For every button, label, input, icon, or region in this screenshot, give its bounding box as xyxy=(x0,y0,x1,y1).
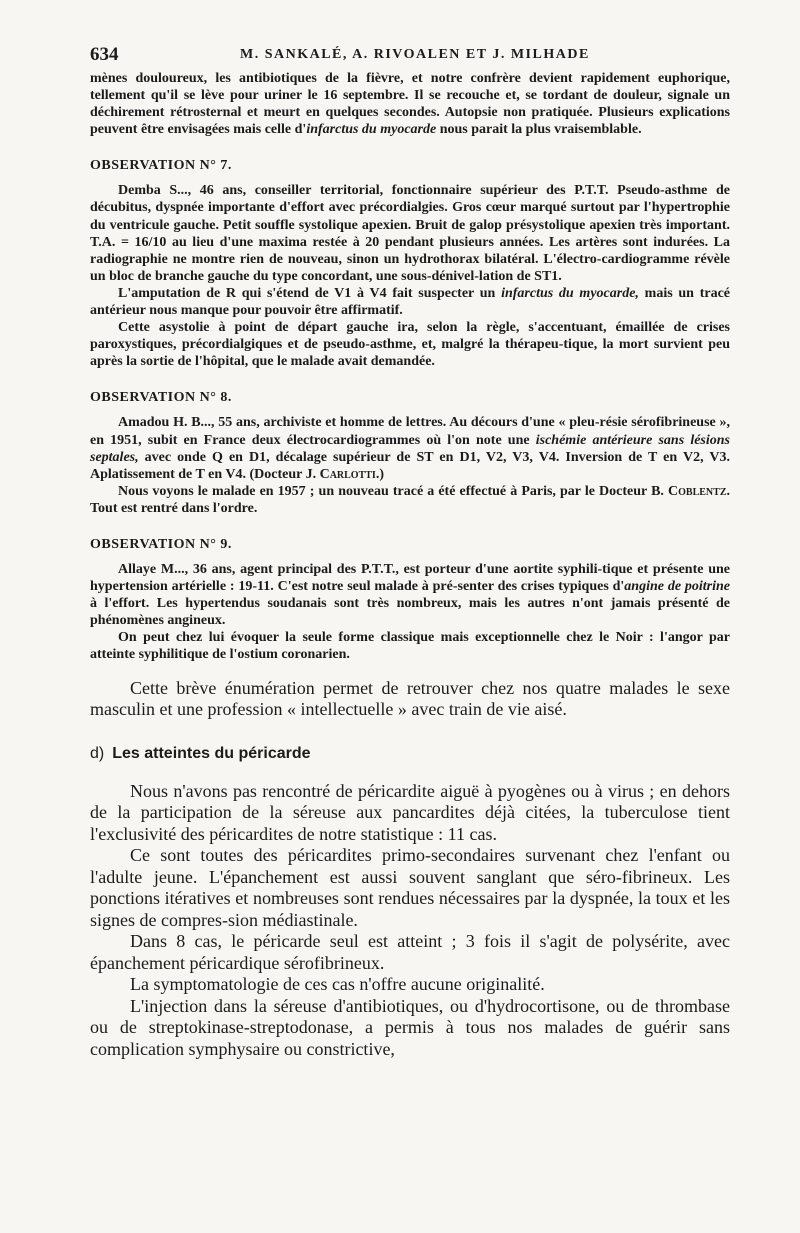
body-paragraph-5: L'injection dans la séreuse d'antibiotiques, ou d'hydrocortisone, ou de thrombase ou de streptokinase-streptodonase, a permis à tous nos malades de guérir sans complication symphysaire ou constrictive, xyxy=(90,995,730,1059)
obs8-p2-text-b: . Tout est rentré dans l'ordre. xyxy=(90,483,730,516)
page-number: 634 xyxy=(90,44,119,65)
obs7-p2-text-a: L'amputation de R qui s'étend de V1 à V4 fait suspecter un xyxy=(118,285,502,301)
running-title: M. SANKALÉ, A. RIVOALEN ET J. MILHADE xyxy=(240,47,590,62)
obs9-paragraph-1 xyxy=(90,561,730,629)
section-body xyxy=(90,781,730,1061)
observation-9-heading: OBSERVATION N° 9. xyxy=(90,536,232,552)
obs7-p2-text-b: mais un tracé antérieur nous manque pour pouvoir être affirmatif. xyxy=(90,285,730,319)
section-heading xyxy=(90,745,730,763)
observation-8-heading: OBSERVATION N° 8. xyxy=(90,390,232,406)
obs8-paragraph-2 xyxy=(90,483,730,517)
obs7-p2-emphasis: infarctus du myocarde, xyxy=(501,285,639,301)
obs9-paragraph-2: On peut chez lui évoquer la seule forme classique mais exceptionnelle chez le Noir : l'angor par atteinte syphilitique de l'ostium coronarien. xyxy=(90,630,730,663)
intro-text-1: mènes douloureux, les antibiotiques de la fièvre, et notre confrère devient rapidement euphorique, tellement qu'il se lève pour uriner le 16 septembre. Il se recouche et, se tordant de douleur, signale un déchirement rétrosternal et meurt en quelques secondes. Autopsie non pratiquée. Plusieurs explications peuvent être envisagées mais celle d' xyxy=(90,71,730,138)
body-paragraph-3: Dans 8 cas, le péricarde seul est atteint ; 3 fois il s'agit de polysérite, avec épanchement péricardique sérofibrineux. xyxy=(90,931,730,973)
observation-7 xyxy=(90,182,730,370)
obs9-p1-text-a: Allaye M..., 36 ans, agent principal des P.T.T., est porteur d'une aortite syphili-tique et présente une hypertension artérielle : 19-11. C'est notre seul malade à pré-senter des crises typiques d' xyxy=(90,561,730,595)
observation-9 xyxy=(90,561,730,664)
obs8-p2-text-a: Nous voyons le malade en 1957 ; un nouveau tracé a été effectué à Paris, par le Docteur B. xyxy=(118,483,669,499)
obs9-p1-emphasis: angine de poitrine xyxy=(624,579,730,595)
obs8-p1-text-b: avec onde Q en D1, décalage supérieur de ST en D1, V2, V3, V4. Inversion de T en V2, V3. Aplatissement de T en V4. (Docteur J. xyxy=(90,449,730,482)
obs7-paragraph-2 xyxy=(90,285,730,319)
obs7-paragraph-3: Cette asystolie à point de départ gauche ira, selon la règle, s'accentuant, émaillée de crises paroxystiques, précordialgiques et de pseudo-asthme, et, malgré la thérapeu-tique, la mort survient peu après la sortie de l'hôpital, que le malade avait demandée. xyxy=(90,320,730,370)
summary-text: Cette brève énumération permet de retrouver chez nos quatre malades le sexe masculin et une profession « intellectuelle » avec train de vie aisé. xyxy=(90,677,730,720)
obs8-paragraph-1 xyxy=(90,414,730,482)
page xyxy=(90,44,730,1060)
observation-7-heading: OBSERVATION N° 7. xyxy=(90,158,232,174)
section-title: Les atteintes du péricarde xyxy=(112,744,311,762)
obs8-p1-author: Carlotti xyxy=(319,466,376,482)
intro-text-2: nous parait la plus vraisemblable. xyxy=(436,122,642,138)
summary-paragraph xyxy=(90,678,730,721)
intro-emphasis: infarctus du myocarde xyxy=(306,122,437,138)
body-paragraph-2: Ce sont toutes des péricardites primo-secondaires survenant chez l'enfant ou l'adulte jeune. L'épanchement est aussi souvent sanglant que séro-fibrineux. Les ponctions itératives et nombreuses sont rendues nécessaires par la dyspnée, la toux et les signes de compres-sion médiastinale. xyxy=(90,845,730,930)
section-label: d) xyxy=(90,744,105,762)
body-paragraph-4: La symptomatologie de ces cas n'offre aucune originalité. xyxy=(130,974,545,995)
page-header xyxy=(90,44,730,70)
obs7-paragraph-1: Demba S..., 46 ans, conseiller territorial, fonctionnaire supérieur des P.T.T. Pseudo-asthme de décubitus, dyspnée importante d'effort avec précordialgies. Gros cœur marqué surtout par l'hypertrophie du ventricule gauche. Petit souffle systolique apexien. Bruit de galop présystolique apexien très important. T.A. = 16/10 au lieu d'une maxima restée à 20 pendant plusieurs années. Les artères sont indurées. La radiographie ne montre rien de nouveau, sinon un hydrothorax bilatéral. L'électro-cardiogramme révèle un bloc de branche gauche du type concordant, une sous-dénivel-lation de ST1. xyxy=(90,183,730,284)
body-paragraph-1: Nous n'avons pas rencontré de péricardite aiguë à pyogènes ou à virus ; en dehors de la participation de la séreuse aux pancardites déjà citées, la tuberculose tient l'exclusivité des péricardites de notre statistique : 11 cas. xyxy=(90,780,730,844)
obs8-p1-emphasis: ischémie antérieure sans lésions septales, xyxy=(90,432,730,465)
obs8-p2-author: Coblentz xyxy=(668,483,727,499)
observation-8 xyxy=(90,414,730,517)
obs8-p1-text-a: Amadou H. B..., 55 ans, archiviste et homme de lettres. Au décours d'une « pleu-résie sérofibrineuse », en 1951, subit en France deux électrocardiogrammes où l'on note une xyxy=(90,415,730,448)
obs8-p1-text-c: .) xyxy=(375,466,384,482)
obs9-p1-text-b: à l'effort. Les hypertendus soudanais sont très nombreux, mais les autres n'ont jamais présenté de phénomènes angineux. xyxy=(90,596,730,629)
intro-paragraph xyxy=(90,70,730,138)
